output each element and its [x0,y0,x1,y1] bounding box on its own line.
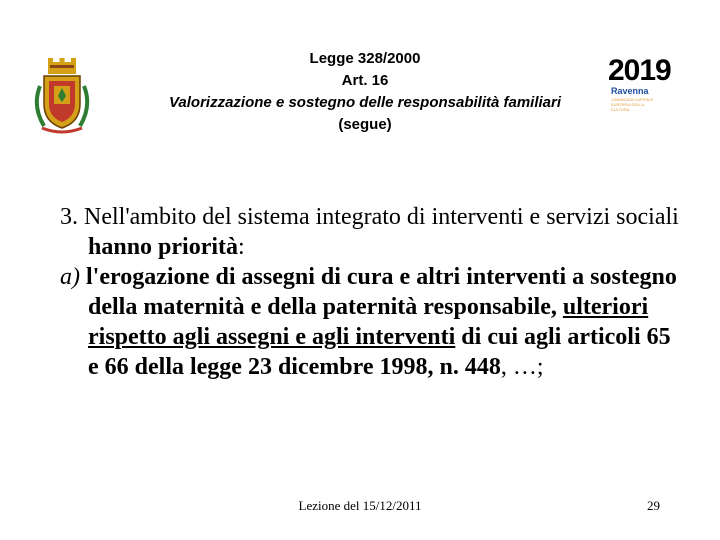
slide-header [100,48,630,136]
crest-icon [30,56,94,136]
article-number: Art. 16 [341,72,389,89]
p1-colon: : [238,234,245,260]
paragraph-a [60,262,680,382]
item-label: a) [60,264,86,290]
p2-ending: , …; [500,354,544,380]
p2-bold-2: di cui agli articoli 65 e 66 della legge 23 dicembre 1998, n. 448 [88,324,671,380]
continuation-note: (segue) [338,116,392,133]
p2-bold-1: l'erogazione di assegni di cura e altri interventi a sostegno della maternità e della paternità responsabile, [86,264,677,320]
p2-underlined: ulteriori rispetto agli assegni e agli interventi [88,294,649,350]
logo-city: Ravenna [611,86,649,96]
paragraph-3 [60,202,680,262]
law-title: Legge 328/2000 [309,50,421,67]
article-title: Valorizzazione e sostegno delle responsabilità familiari [168,94,562,111]
footer-lesson-date: Lezione del 15/12/2011 [298,498,422,513]
p1-emphasis: hanno priorità [88,234,239,260]
logo-tagline: CANDIDATA CAPITALE EUROPEA DELLA CULTURA [611,97,654,112]
page-number: 29 [647,498,660,513]
ravenna-2019-logo [606,56,670,114]
coat-of-arms-logo [30,56,94,136]
p1-text: 3. Nell'ambito del sistema integrato di interventi e servizi sociali [60,204,679,230]
slide-body [60,202,680,382]
logo-year: 2019 [608,54,671,87]
